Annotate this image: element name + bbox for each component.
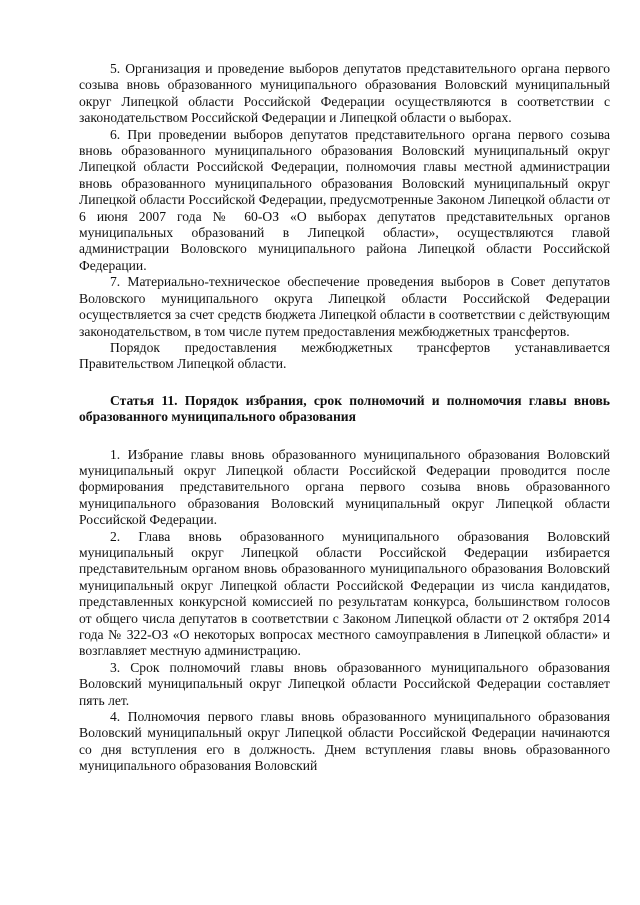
paragraph-7: 7. Материально-техническое обеспечение проведения выборов в Совет депутатов Воловского муниципального округа Липецкой области Российской Федерации осуществляется за счет средств бюджета Липецкой области в соответствии с действующим законодательством, в том числе путем предоставления межбюджетных трансфертов. [79, 274, 610, 339]
article-11-paragraph-4: 4. Полномочия первого главы вновь образованного муниципального образования Воловский муниципальный округ Липецкой области Российской Федерации начинаются со дня вступления его в должность. Днем вступления главы вновь образованного муниципального образования Воловский [79, 709, 610, 774]
article-11-paragraph-2: 2. Глава вновь образованного муниципального образования Воловский муниципальный округ Липецкой области Российской Федерации избирается представительным органом вновь образованного муниципального образования Воловский муниципальный округ Липецкой области Российской Федерации из числа кандидатов, представленных конкурсной комиссией по результатам конкурса, большинством голосов от общего числа депутатов в соответствии с Законом Липецкой области от 2 октября 2014 года № 322-ОЗ «О некоторых вопросах местного самоуправления в Липецкой области» и возглавляет местную администрацию. [79, 528, 610, 659]
paragraph-5: 5. Организация и проведение выборов депутатов представительного органа первого созыва вновь образованного муниципального образования Воловский муниципальный округ Липецкой области Российской Федерации осуществляются в соответствии с законодательством Российской Федерации и Липецкой области о выборах. [79, 61, 610, 126]
paragraph-6: 6. При проведении выборов депутатов представительного органа первого созыва вновь образованного муниципального образования Воловский муниципальный округ Липецкой области Российской Федерации, полномочия главы местной администрации вновь образованного муниципального образования Воловский муниципальный округ Липецкой области Российской Федерации, предусмотренные Законом Липецкой области от 6 июня 2007 года № 60-ОЗ «О выборах депутатов представительных органов муниципальных образований в Липецкой области», осуществляются главой администрации Воловского муниципального района Липецкой области Российской Федерации. [79, 126, 610, 273]
document-body [79, 61, 610, 775]
paragraph-transfers: Порядок предоставления межбюджетных трансфертов устанавливается Правительством Липецкой области. [79, 339, 610, 372]
article-11-paragraph-1: 1. Избрание главы вновь образованного муниципального образования Воловский муниципальный округ Липецкой области Российской Федерации проводится после формирования представительного органа первого созыва вновь образованного муниципального образования Воловский муниципальный округ Липецкой области Российской Федерации. [79, 446, 610, 528]
article-11-paragraph-3: 3. Срок полномочий главы вновь образованного муниципального образования Воловский муниципальный округ Липецкой области Российской Федерации составляет пять лет. [79, 659, 610, 708]
article-11-heading: Статья 11. Порядок избрания, срок полномочий и полномочия главы вновь образованного муниципального образования [79, 392, 610, 425]
section-spacer [79, 373, 610, 393]
section-spacer [79, 426, 610, 447]
